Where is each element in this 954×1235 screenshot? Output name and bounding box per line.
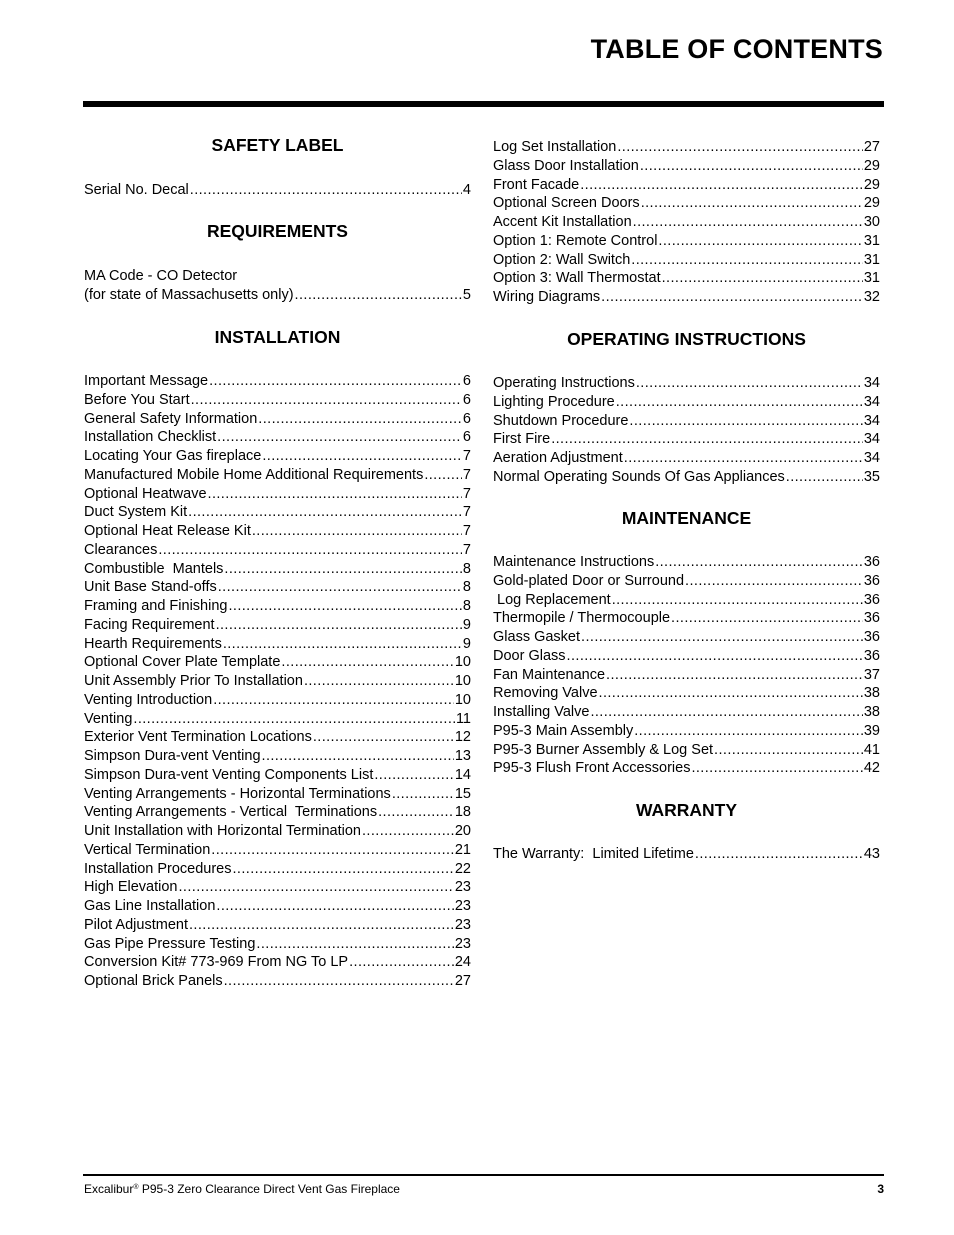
dot-leader: [304, 672, 454, 691]
toc-entry-page-number: 23: [454, 935, 471, 952]
toc-entry-page-number: 7: [462, 523, 471, 539]
toc-entry: [493, 666, 880, 685]
toc-entry: [493, 412, 880, 431]
toc-entry: [84, 916, 471, 935]
toc-entry-page-number: 31: [863, 251, 880, 268]
toc-entry-title: Conversion Kit# 773-969 From NG To LP: [84, 954, 349, 971]
toc-entry-title: Door Glass: [493, 647, 566, 664]
dot-leader: [606, 666, 863, 685]
toc-entry-title: Thermopile / Thermocouple: [493, 610, 671, 627]
toc-entry-page-number: 42: [863, 760, 880, 777]
toc-entry-title: General Safety Information: [84, 410, 258, 427]
toc-entry-page-number: 38: [863, 704, 880, 720]
toc-entry-page-number: 14: [454, 766, 471, 783]
toc-entry-list: [493, 553, 880, 778]
toc-entry-page-number: 31: [863, 232, 880, 249]
toc-entry-title: Serial No. Decal: [84, 182, 189, 198]
toc-entry-page-number: 39: [863, 722, 880, 739]
dot-leader: [641, 194, 863, 213]
toc-entry-page-number: 10: [454, 691, 471, 708]
toc-entry-page-number: 34: [863, 450, 880, 466]
dot-leader: [567, 647, 863, 666]
toc-entry-title: Simpson Dura-vent Venting: [84, 748, 261, 764]
toc-entry-page-number: 32: [863, 289, 880, 305]
toc-entry-list: [84, 267, 471, 305]
toc-entry: [493, 703, 880, 722]
dot-leader: [580, 176, 863, 195]
dot-leader: [349, 953, 454, 972]
toc-entry-title: The Warranty: Limited Lifetime: [493, 846, 694, 862]
toc-entry-page-number: 36: [863, 629, 880, 645]
toc-entry-page-number: 29: [863, 176, 880, 193]
toc-entry-page-number: 18: [454, 804, 471, 821]
toc-entry-page-number: 34: [863, 375, 880, 391]
toc-entry: [84, 972, 471, 991]
toc-entry-title: Lighting Procedure: [493, 393, 615, 410]
toc-entry: [84, 447, 471, 466]
toc-entry: [84, 372, 471, 391]
toc-entry-title: Accent Kit Installation: [493, 214, 632, 230]
toc-entry: [84, 428, 471, 447]
toc-entry-page-number: 24: [454, 954, 471, 971]
toc-entry: [493, 176, 880, 195]
toc-entry-title: Option 3: Wall Thermostat: [493, 270, 661, 287]
dot-leader: [631, 251, 863, 270]
registered-mark: ®: [133, 1184, 139, 1191]
toc-entry-title: Gold-plated Door or Surround: [493, 572, 685, 589]
toc-entry-title: Optional Brick Panels: [84, 973, 223, 989]
dot-leader: [616, 393, 863, 412]
toc-entry-page-number: 36: [863, 610, 880, 627]
toc-entry: [84, 785, 471, 804]
dot-leader: [228, 597, 461, 616]
toc-entry: [84, 597, 471, 616]
dot-leader: [362, 822, 454, 841]
toc-entry: [493, 232, 880, 251]
dot-leader: [258, 410, 462, 429]
page-title: TABLE OF CONTENTS: [590, 34, 883, 64]
toc-entry: [84, 635, 471, 654]
toc-entry: [493, 741, 880, 760]
toc-entry-title: Removing Valve: [493, 685, 598, 702]
toc-entry: [493, 374, 880, 393]
toc-entry-page-number: 6: [462, 373, 471, 389]
toc-entry-title: Manufactured Mobile Home Additional Requirements: [84, 466, 424, 483]
toc-entry-title: Simpson Dura-vent Venting Components List: [84, 766, 374, 783]
toc-entry: [84, 710, 471, 729]
toc-entry: [493, 628, 880, 647]
dot-leader: [617, 138, 863, 157]
toc-entry: [493, 393, 880, 412]
dot-leader: [313, 728, 454, 747]
dot-leader: [223, 635, 462, 654]
toc-entry-title: Venting Introduction: [84, 691, 213, 708]
toc-entry: [84, 953, 471, 972]
toc-entry-title: Optional Screen Doors: [493, 195, 640, 212]
dot-leader: [252, 522, 462, 541]
toc-entry: [84, 466, 471, 485]
toc-entry-title: Before You Start: [84, 391, 190, 408]
toc-entry-page-number: 31: [863, 270, 880, 287]
toc-entry-title: Optional Heat Release Kit: [84, 523, 251, 539]
toc-entry-title: First Fire: [493, 431, 551, 448]
toc-entry-title: Gas Pipe Pressure Testing: [84, 935, 256, 952]
toc-entry-title: Exterior Vent Termination Locations: [84, 729, 312, 746]
dot-leader: [218, 578, 462, 597]
dot-leader: [281, 653, 453, 672]
toc-entry: [84, 766, 471, 785]
dot-leader: [636, 374, 863, 393]
toc-entry-page-number: 13: [454, 748, 471, 764]
dot-leader: [217, 428, 462, 447]
toc-entry: [493, 288, 880, 307]
toc-entry-title: Venting Arrangements - Vertical Terminations: [84, 804, 378, 821]
dot-leader: [224, 560, 462, 579]
toc-entry: [493, 845, 880, 864]
dot-leader: [612, 591, 863, 610]
toc-entry-page-number: 6: [462, 410, 471, 427]
toc-entry-title: Hearth Requirements: [84, 635, 222, 652]
dot-leader: [392, 785, 454, 804]
toc-entry: [493, 430, 880, 449]
toc-entry-page-number: 29: [863, 157, 880, 174]
toc-entry-page-number: 9: [462, 635, 471, 652]
toc-entry-page-number: 8: [462, 598, 471, 614]
dot-leader: [262, 447, 462, 466]
toc-entry-title: Framing and Finishing: [84, 598, 228, 614]
toc-entry-title: Important Message: [84, 373, 209, 389]
toc-entry-title: MA Code - CO Detector: [84, 268, 238, 284]
dot-leader: [224, 972, 454, 991]
toc-entry-title: Glass Gasket: [493, 629, 581, 645]
toc-entry-page-number: 10: [454, 654, 471, 671]
section-heading-installation: INSTALLATION: [214, 327, 341, 347]
toc-entry-title: Gas Line Installation: [84, 898, 216, 914]
dot-leader: [133, 710, 455, 729]
toc-entry-list: [84, 372, 471, 991]
footer-divider: [83, 1174, 884, 1176]
dot-leader: [378, 803, 454, 822]
dot-leader: [211, 841, 454, 860]
toc-entry-page-number: 8: [462, 560, 471, 577]
toc-entry-page-number: 34: [863, 412, 880, 429]
toc-entry: [84, 860, 471, 879]
toc-entry-title: Venting Arrangements - Horizontal Terminations: [84, 785, 391, 802]
toc-entry-page-number: 30: [863, 214, 880, 230]
toc-entry: [84, 578, 471, 597]
toc-entry-title: Option 1: Remote Control: [493, 232, 658, 249]
dot-leader: [624, 449, 863, 468]
dot-leader: [634, 722, 863, 741]
toc-entry: [84, 616, 471, 635]
toc-entry-page-number: 7: [462, 448, 471, 464]
toc-entry-title: Duct System Kit: [84, 504, 188, 521]
toc-entry: [84, 822, 471, 841]
toc-entry-list: [493, 138, 880, 307]
toc-entry: [84, 485, 471, 504]
dot-leader: [662, 269, 863, 288]
toc-entry-title: Installing Valve: [493, 704, 590, 720]
toc-entry-title: Fan Maintenance: [493, 666, 606, 683]
toc-entry-page-number: 7: [462, 485, 471, 502]
toc-entry-title: Operating Instructions: [493, 375, 635, 391]
toc-entry-title: Optional Cover Plate Template: [84, 654, 281, 671]
toc-entry-title: Combustible Mantels: [84, 560, 224, 577]
toc-entry-title: Shutdown Procedure: [493, 412, 629, 429]
toc-entry: [493, 157, 880, 176]
toc-entry-page-number: 11: [455, 710, 471, 727]
toc-entry-title: Vertical Termination: [84, 841, 211, 858]
toc-entry: [493, 251, 880, 270]
toc-entry: [493, 684, 880, 703]
toc-entry: [84, 267, 471, 286]
toc-entry: [84, 728, 471, 747]
section-heading-warranty: WARRANTY: [635, 800, 738, 820]
dot-leader: [590, 703, 862, 722]
toc-entry: [493, 722, 880, 741]
dot-leader: [551, 430, 863, 449]
toc-entry-page-number: 27: [863, 139, 880, 155]
toc-entry-page-number: 29: [863, 195, 880, 212]
toc-entry: [493, 553, 880, 572]
toc-entry-title: Maintenance Instructions: [493, 554, 655, 570]
toc-entry-page-number: 12: [454, 729, 471, 746]
dot-leader: [695, 845, 863, 864]
dot-leader: [629, 412, 862, 431]
toc-entry-page-number: 15: [454, 785, 471, 802]
section-heading-operating-instructions: OPERATING INSTRUCTIONS: [567, 329, 806, 349]
toc-entry: [493, 194, 880, 213]
toc-entry-title: Clearances: [84, 541, 158, 558]
toc-entry-page-number: 36: [863, 572, 880, 589]
section-heading-maintenance: MAINTENANCE: [621, 508, 752, 528]
toc-entry: [84, 286, 471, 305]
dot-leader: [658, 232, 862, 251]
toc-entry-page-number: 20: [454, 823, 471, 839]
toc-entry-page-number: 4: [462, 182, 471, 198]
toc-entry-page-number: 36: [863, 591, 880, 608]
footer-page-number: 3: [877, 1182, 884, 1196]
toc-entry-title: Option 2: Wall Switch: [493, 251, 631, 268]
dot-leader: [640, 157, 863, 176]
dot-leader: [190, 181, 462, 200]
footer-brand: Excalibur: [84, 1182, 134, 1196]
toc-entry-page-number: 10: [454, 673, 471, 689]
toc-entry: [84, 181, 471, 200]
toc-entry-title: Unit Installation with Horizontal Termination: [84, 823, 361, 839]
toc-entry: [493, 468, 880, 487]
toc-entry: [84, 897, 471, 916]
toc-entry-page-number: 7: [462, 466, 471, 483]
toc-entry-title: Aeration Adjustment: [493, 450, 623, 466]
toc-entry-page-number: 8: [462, 579, 471, 596]
toc-entry: [84, 503, 471, 522]
toc-entry-page-number: 43: [863, 846, 880, 862]
toc-entry-title: Pilot Adjustment: [84, 916, 188, 933]
dot-leader: [216, 616, 462, 635]
page-footer: [84, 1182, 884, 1196]
toc-entry-page-number: 36: [863, 647, 880, 664]
toc-entry-title: Optional Heatwave: [84, 485, 207, 502]
dot-leader: [233, 860, 454, 879]
toc-entry-list: [493, 845, 880, 864]
toc-entry-list: [84, 181, 471, 200]
toc-entry: [84, 878, 471, 897]
toc-entry-title: Front Facade: [493, 176, 580, 193]
toc-entry-page-number: 41: [863, 741, 880, 758]
section-heading-requirements: REQUIREMENTS: [207, 221, 348, 241]
toc-entry: [84, 841, 471, 860]
toc-entry-page-number: 37: [863, 666, 880, 683]
toc-entry-title: P95-3 Main Assembly: [493, 722, 634, 739]
toc-entry-title: Unit Base Stand-offs: [84, 579, 217, 596]
toc-entry-page-number: 6: [462, 391, 471, 408]
toc-entry: [84, 672, 471, 691]
toc-entry: [84, 935, 471, 954]
toc-entry: [84, 653, 471, 672]
dot-leader: [691, 759, 862, 778]
toc-entry: [84, 410, 471, 429]
toc-entry-title: Glass Door Installation: [493, 157, 639, 174]
toc-entry-title: Wiring Diagrams: [493, 289, 601, 305]
toc-entry: [84, 747, 471, 766]
toc-entry-title: (for state of Massachusetts only): [84, 286, 294, 303]
dot-leader: [581, 628, 863, 647]
toc-entry-title: High Elevation: [84, 879, 178, 896]
dot-leader: [262, 747, 454, 766]
toc-entry-title: Venting: [84, 710, 133, 727]
toc-entry-title: Locating Your Gas fireplace: [84, 448, 262, 464]
dot-leader: [424, 466, 462, 485]
dot-leader: [599, 684, 863, 703]
toc-entry-page-number: 21: [454, 841, 471, 858]
dot-leader: [374, 766, 454, 785]
section-heading-safety-label: SAFETY LABEL: [211, 135, 344, 155]
dot-leader: [188, 503, 462, 522]
toc-entry-page-number: 6: [462, 429, 471, 446]
toc-entry-title: P95-3 Flush Front Accessories: [493, 760, 691, 777]
toc-entry: [84, 803, 471, 822]
toc-entry: [493, 138, 880, 157]
toc-entry-page-number: 7: [462, 541, 471, 558]
toc-entry-title: Log Replacement: [493, 591, 611, 608]
toc-entry-list: [493, 374, 880, 487]
toc-entry-title: Log Set Installation: [493, 139, 617, 155]
toc-entry-page-number: 23: [454, 916, 471, 933]
toc-entry: [493, 609, 880, 628]
dot-leader: [191, 391, 462, 410]
toc-entry-page-number: 34: [863, 393, 880, 410]
toc-entry-page-number: 34: [863, 431, 880, 448]
toc-entry: [84, 522, 471, 541]
toc-entry-title: Unit Assembly Prior To Installation: [84, 673, 303, 689]
dot-leader: [216, 897, 453, 916]
toc-entry-page-number: 38: [863, 685, 880, 702]
dot-leader: [208, 485, 462, 504]
toc-entry-page-number: 23: [454, 879, 471, 896]
dot-leader: [256, 935, 453, 954]
toc-entry-page-number: 27: [454, 973, 471, 989]
toc-entry: [493, 213, 880, 232]
toc-entry-title: Installation Procedures: [84, 860, 232, 877]
dot-leader: [671, 609, 863, 628]
toc-entry: [84, 560, 471, 579]
toc-entry: [493, 647, 880, 666]
toc-entry-page-number: 5: [462, 286, 471, 303]
dot-leader: [189, 916, 454, 935]
footer-product: P95-3 Zero Clearance Direct Vent Gas Fireplace: [138, 1182, 400, 1196]
toc-entry: [493, 572, 880, 591]
toc-entry-page-number: 22: [454, 860, 471, 877]
dot-leader: [158, 541, 462, 560]
toc-entry: [84, 391, 471, 410]
toc-entry-title: Installation Checklist: [84, 429, 217, 446]
toc-entry-page-number: 23: [454, 898, 471, 914]
toc-entry: [493, 449, 880, 468]
dot-leader: [655, 553, 863, 572]
toc-entry-page-number: 7: [462, 504, 471, 521]
toc-entry-page-number: 36: [863, 554, 880, 570]
toc-entry-title: Facing Requirement: [84, 616, 215, 633]
toc-entry: [493, 269, 880, 288]
dot-leader: [714, 741, 863, 760]
dot-leader: [786, 468, 863, 487]
toc-entry: [84, 691, 471, 710]
toc-entry-page-number: 9: [462, 616, 471, 633]
toc-entry-title: Normal Operating Sounds Of Gas Appliances: [493, 468, 785, 485]
toc-entry-page-number: 35: [863, 468, 880, 485]
dot-leader: [213, 691, 454, 710]
toc-entry: [493, 759, 880, 778]
toc-entry: [493, 591, 880, 610]
dot-leader: [209, 372, 462, 391]
toc-entry: [84, 541, 471, 560]
dot-leader: [685, 572, 863, 591]
dot-leader: [295, 286, 462, 305]
dot-leader: [179, 878, 454, 897]
dot-leader: [633, 213, 863, 232]
toc-entry-title: P95-3 Burner Assembly & Log Set: [493, 741, 714, 758]
dot-leader: [601, 288, 863, 307]
title-divider: [83, 101, 884, 107]
